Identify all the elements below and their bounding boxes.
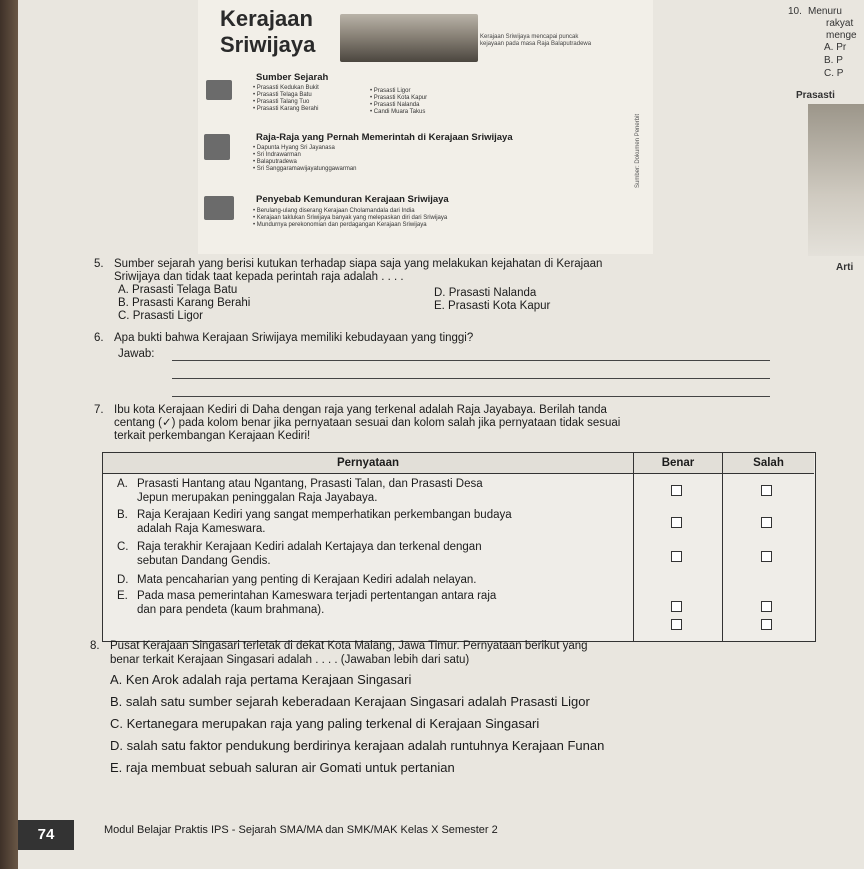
header-benar: Benar	[634, 453, 723, 474]
salah-checkbox-d[interactable]	[761, 601, 772, 612]
salah-checkbox-a[interactable]	[761, 485, 772, 496]
page-number: 74	[18, 820, 74, 850]
q5-option-b[interactable]: B. Prasasti Karang Berahi	[118, 297, 251, 309]
infographic-source: Sumber: Dokumen Penerbit	[635, 113, 641, 188]
answer-line[interactable]	[172, 396, 770, 397]
q8-option-b[interactable]: B. salah satu sumber sejarah keberadaan Kerajaan Singasari adalah Prasasti Ligor	[110, 694, 590, 709]
textbook-page: Kerajaan Sriwijaya Kerajaan Sriwijaya mencapai puncak kejayaan pada masa Raja Balaputradewa Sumber Sejarah • Prasasti Kedukan Bukit • Prasasti Telaga Batu • Prasasti Talang Tuo • Prasasti Karang Berahi • Prasasti Ligor • Prasasti Kota Kapur • Prasasti Nalanda • Candi Muara Takus Raja-Raja yang Pernah Memerintah di Kerajaan Sriwijaya • Dapunta Hyang Sri Jayanasa • Sri Indrawarman • Balaputradewa • Sri Sanggaramawijayatunggawarman Penyebab Kemunduran Kerajaan Sriwijaya • Berulang-ulang diserang Kerajaan Cholamandala dari India • Kerajaan taklukan Sriwijaya banyak yang melepaskan diri dari Sriwijaya • Mundurnya perekonomian dan perdagangan Kerajaan Sriwijaya Sumber: Dokumen Penerbit 10. Menuru rakyat menge A. Pr B. P C. P Prasasti Arti 5. Sumber sejarah yang berisi kutukan terhadap siapa saja yang melakukan kejahatan di Kerajaan Sriwijaya dan tidak taat kepada perintah raja adalah . . . . A. Prasasti Telaga Batu B. Prasasti Karang Berahi C. Prasasti Ligor D. Prasasti Nalanda E. Prasasti Kota Kapur 6. Apa bukti bahwa Kerajaan Sriwijaya memiliki kebudayaan yang tinggi? Jawab: 7. Ibu kota Kerajaan Kediri di Daha dengan raja yang terkenal adalah Raja Jayabaya. Berilah tanda centang (✓) pada kolom benar jika pernyataan sesuai dan kolom salah jika pernyataan tidak sesuai terkait perkembangan Kerajaan Kediri! Pernyataan Benar Salah A. Prasasti Hantang atau Ngantang, Prasasti Talan, dan Prasasti Desa Jepun merupakan peninggalan Raja Jayabaya. B. Raja Kerajaan Kediri yang sangat memperhatikan perkembangan budaya adalah Raja Kameswara. C. Raja terakhir Kerajaan Kediri adalah Kertajaya dan terkenal dengan sebutan Dandang Gendis. D. Mata pencaharian yang penting di Kerajaan Kediri adalah nelayan. E. Pada masa pemerintahan Kameswara terjadi pertentangan antara raja dan para pendeta (kaum brahmana). 8. Pusat Kerajaan Singasari terletak di dekat Kota Malang, Jawa Timur. Pernyataan berikut yang benar terkait Kerajaan Singasari adalah . . . . (Jawaban lebih dari satu) A. Ken Arok adalah raja pertama Kerajaan Singasari B. salah satu sumber sejarah keberadaan Kerajaan Singasari adalah Prasasti Ligor C. Kertanegara merupakan raja yang paling terkenal di Kerajaan Singasari D. salah satu faktor pendukung berdirinya kerajaan adalah runtuhnya Kerajaan Funan E. raja membuat sebuah saluran air Gomati untuk pertanian 74 Modul Belajar Praktis IPS - Sejarah SMA/MA dan SMK/MAK Kelas X Semester 2	[18, 0, 864, 869]
q5-option-e[interactable]: E. Prasasti Kota Kapur	[434, 300, 551, 312]
scroll-icon	[206, 80, 232, 100]
photo-caption: Kerajaan Sriwijaya mencapai puncak kejayaan pada masa Raja Balaputradewa	[480, 34, 592, 47]
king-crown-icon	[204, 134, 230, 160]
infographic-title: Kerajaan Sriwijaya	[220, 6, 316, 57]
table-row: Prasasti Hantang atau Ngantang, Prasasti Talan, dan Prasasti Desa	[137, 478, 483, 490]
header-pernyataan: Pernyataan	[103, 453, 634, 474]
q8-option-a[interactable]: A. Ken Arok adalah raja pertama Kerajaan Singasari	[110, 672, 412, 687]
kediri-statement-table: Pernyataan Benar Salah A. Prasasti Hantang atau Ngantang, Prasasti Talan, dan Prasasti Desa Jepun merupakan peninggalan Raja Jayabaya. B. Raja Kerajaan Kediri yang sangat memperhatikan perkembangan budaya adalah Raja Kameswara. C. Raja terakhir Kerajaan Kediri adalah Kertajaya dan terkenal dengan sebutan Dandang Gendis. D. Mata pencaharian yang penting di Kerajaan Kediri adalah nelayan. E. Pada masa pemerintahan Kameswara terjadi pertentangan antara raja dan para pendeta (kaum brahmana).	[102, 452, 816, 642]
benar-checkbox-b[interactable]	[671, 517, 682, 528]
salah-checkbox-c[interactable]	[761, 551, 772, 562]
table-row: Raja terakhir Kerajaan Kediri adalah Kertajaya dan terkenal dengan	[137, 541, 482, 553]
salah-checkbox-e[interactable]	[761, 619, 772, 630]
footer-text: Modul Belajar Praktis IPS - Sejarah SMA/MA dan SMK/MAK Kelas X Semester 2	[104, 824, 498, 836]
answer-line[interactable]	[172, 360, 770, 361]
q5-option-a[interactable]: A. Prasasti Telaga Batu	[118, 284, 238, 296]
benar-checkbox-e[interactable]	[671, 619, 682, 630]
benar-checkbox-a[interactable]	[671, 485, 682, 496]
section-title-kemunduran: Penyebab Kemunduran Kerajaan Sriwijaya	[256, 194, 449, 205]
q8-option-e[interactable]: E. raja membuat sebuah saluran air Gomati untuk pertanian	[110, 760, 455, 775]
section-title-sumber: Sumber Sejarah	[256, 72, 329, 83]
table-row: Mata pencaharian yang penting di Kerajaan Kediri adalah nelayan.	[137, 574, 477, 586]
section-title-raja: Raja-Raja yang Pernah Memerintah di Kerajaan Sriwijaya	[256, 132, 513, 143]
table-row: Raja Kerajaan Kediri yang sangat memperhatikan perkembangan budaya	[137, 509, 512, 521]
temple-photo	[340, 14, 478, 62]
table-row: Pada masa pemerintahan Kameswara terjadi pertentangan antara raja	[137, 590, 497, 602]
header-salah: Salah	[723, 453, 814, 474]
artifact-photo	[808, 104, 864, 256]
q5-text: Sumber sejarah yang berisi kutukan terhadap siapa saja yang melakukan kejahatan di Kerajaan	[114, 258, 603, 270]
q8-option-c[interactable]: C. Kertanegara merupakan raja yang paling terkenal di Kerajaan Singasari	[110, 716, 540, 731]
q7-text: Ibu kota Kerajaan Kediri di Daha dengan raja yang terkenal adalah Raja Jayabaya. Berilah tanda	[114, 404, 607, 416]
q5-option-d[interactable]: D. Prasasti Nalanda	[434, 287, 537, 299]
salah-checkbox-b[interactable]	[761, 517, 772, 528]
q5-option-c[interactable]: C. Prasasti Ligor	[118, 310, 204, 322]
q6-answer-label: Jawab:	[118, 348, 155, 360]
ruined-building-icon	[204, 196, 234, 220]
benar-checkbox-c[interactable]	[671, 551, 682, 562]
page-edge-shadow	[0, 0, 18, 869]
q8-text: Pusat Kerajaan Singasari terletak di dekat Kota Malang, Jawa Timur. Pernyataan berikut yang	[110, 640, 588, 652]
q6-text: Apa bukti bahwa Kerajaan Sriwijaya memiliki kebudayaan yang tinggi?	[114, 332, 474, 344]
benar-checkbox-d[interactable]	[671, 601, 682, 612]
answer-line[interactable]	[172, 378, 770, 379]
q8-option-d[interactable]: D. salah satu faktor pendukung berdirinya kerajaan adalah runtuhnya Kerajaan Funan	[110, 738, 605, 753]
